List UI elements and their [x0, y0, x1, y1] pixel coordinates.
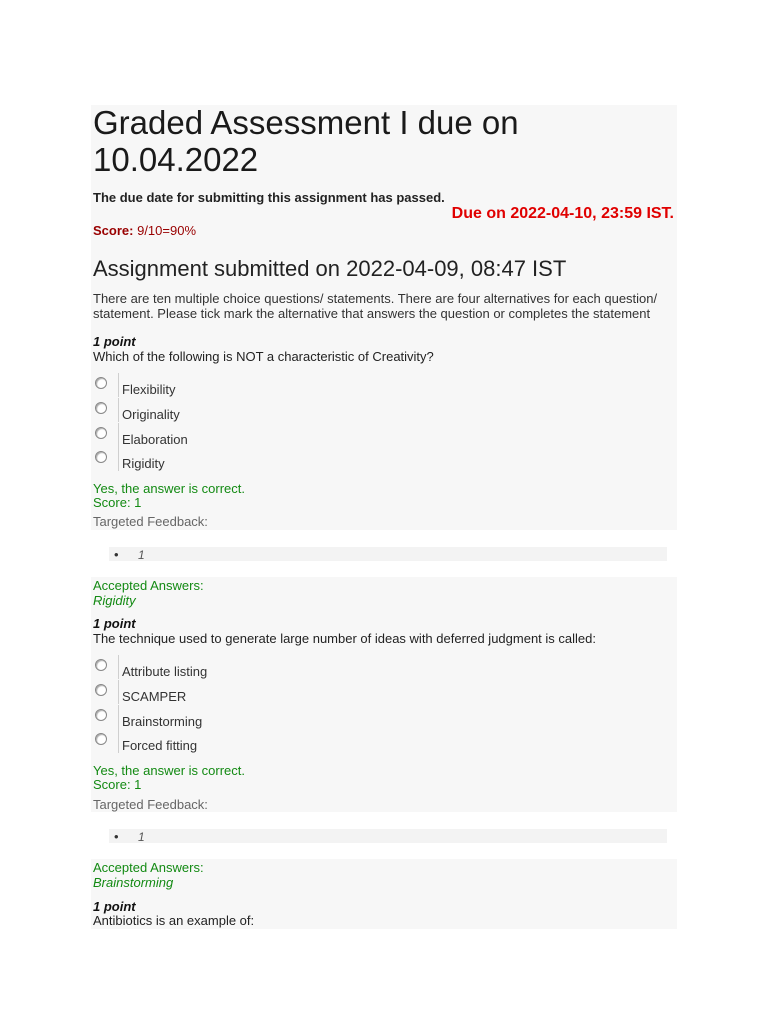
- instructions: There are ten multiple choice questions/ statements. There are four alternatives for each question/ statement. Please tick mark the alternative that answers the question or completes the statement: [93, 291, 658, 321]
- bullet-icon: •: [114, 829, 119, 844]
- question-text: Which of the following is NOT a characteristic of Creativity?: [93, 349, 434, 364]
- radio-unchecked-icon[interactable]: [95, 659, 107, 671]
- option-divider: [118, 447, 119, 471]
- option-divider: [118, 398, 119, 422]
- radio-unchecked-icon[interactable]: [95, 451, 107, 463]
- option-divider: [118, 655, 119, 679]
- radio-unchecked-icon[interactable]: [95, 733, 107, 745]
- bullet-icon: •: [114, 547, 119, 562]
- option-divider: [118, 729, 119, 753]
- page-title: Graded Assessment I due on 10.04.2022: [93, 104, 519, 178]
- option-divider: [118, 373, 119, 397]
- due-date: Due on 2022-04-10, 23:59 IST.: [451, 205, 674, 222]
- submission-heading: Assignment submitted on 2022-04-09, 08:47 IST: [93, 256, 567, 281]
- radio-unchecked-icon[interactable]: [95, 709, 107, 721]
- question-points: 1 point: [93, 616, 136, 631]
- question-points: 1 point: [93, 334, 136, 349]
- option-label: Rigidity: [122, 456, 165, 471]
- feedback-box: [109, 547, 667, 561]
- option-divider: [118, 680, 119, 704]
- radio-unchecked-icon[interactable]: [95, 402, 107, 414]
- option-label: Originality: [122, 407, 180, 422]
- option-label: Forced fitting: [122, 738, 198, 753]
- answer-result: Yes, the answer is correct.: [93, 763, 245, 778]
- question-score: Score: 1: [93, 495, 142, 510]
- overall-score: [93, 223, 196, 238]
- answer-result: Yes, the answer is correct.: [93, 481, 245, 496]
- score-value: 9/10=90%: [137, 223, 197, 238]
- feedback-value: 1: [138, 830, 145, 844]
- option-label: Brainstorming: [122, 714, 203, 729]
- option-divider: [118, 705, 119, 729]
- feedback-label: Targeted Feedback:: [93, 797, 208, 812]
- question-points: 1 point: [93, 899, 136, 914]
- question-score: Score: 1: [93, 777, 142, 792]
- radio-unchecked-icon[interactable]: [95, 377, 107, 389]
- feedback-value: 1: [138, 548, 145, 562]
- feedback-label: Targeted Feedback:: [93, 514, 208, 529]
- feedback-box: [109, 829, 667, 843]
- option-label: Elaboration: [122, 432, 188, 447]
- accepted-answer: Rigidity: [93, 593, 136, 608]
- option-divider: [118, 423, 119, 447]
- radio-unchecked-icon[interactable]: [95, 427, 107, 439]
- score-label: Score:: [93, 223, 134, 238]
- option-label: Flexibility: [122, 382, 176, 397]
- radio-unchecked-icon[interactable]: [95, 684, 107, 696]
- option-label: Attribute listing: [122, 664, 208, 679]
- accepted-answers-label: Accepted Answers:: [93, 860, 204, 875]
- deadline-passed-notice: The due date for submitting this assignment has passed.: [93, 190, 445, 205]
- accepted-answer: Brainstorming: [93, 875, 174, 890]
- accepted-answers-label: Accepted Answers:: [93, 578, 204, 593]
- question-text: Antibiotics is an example of:: [93, 913, 255, 928]
- question-text: The technique used to generate large number of ideas with deferred judgment is called:: [93, 631, 596, 646]
- option-label: SCAMPER: [122, 689, 187, 704]
